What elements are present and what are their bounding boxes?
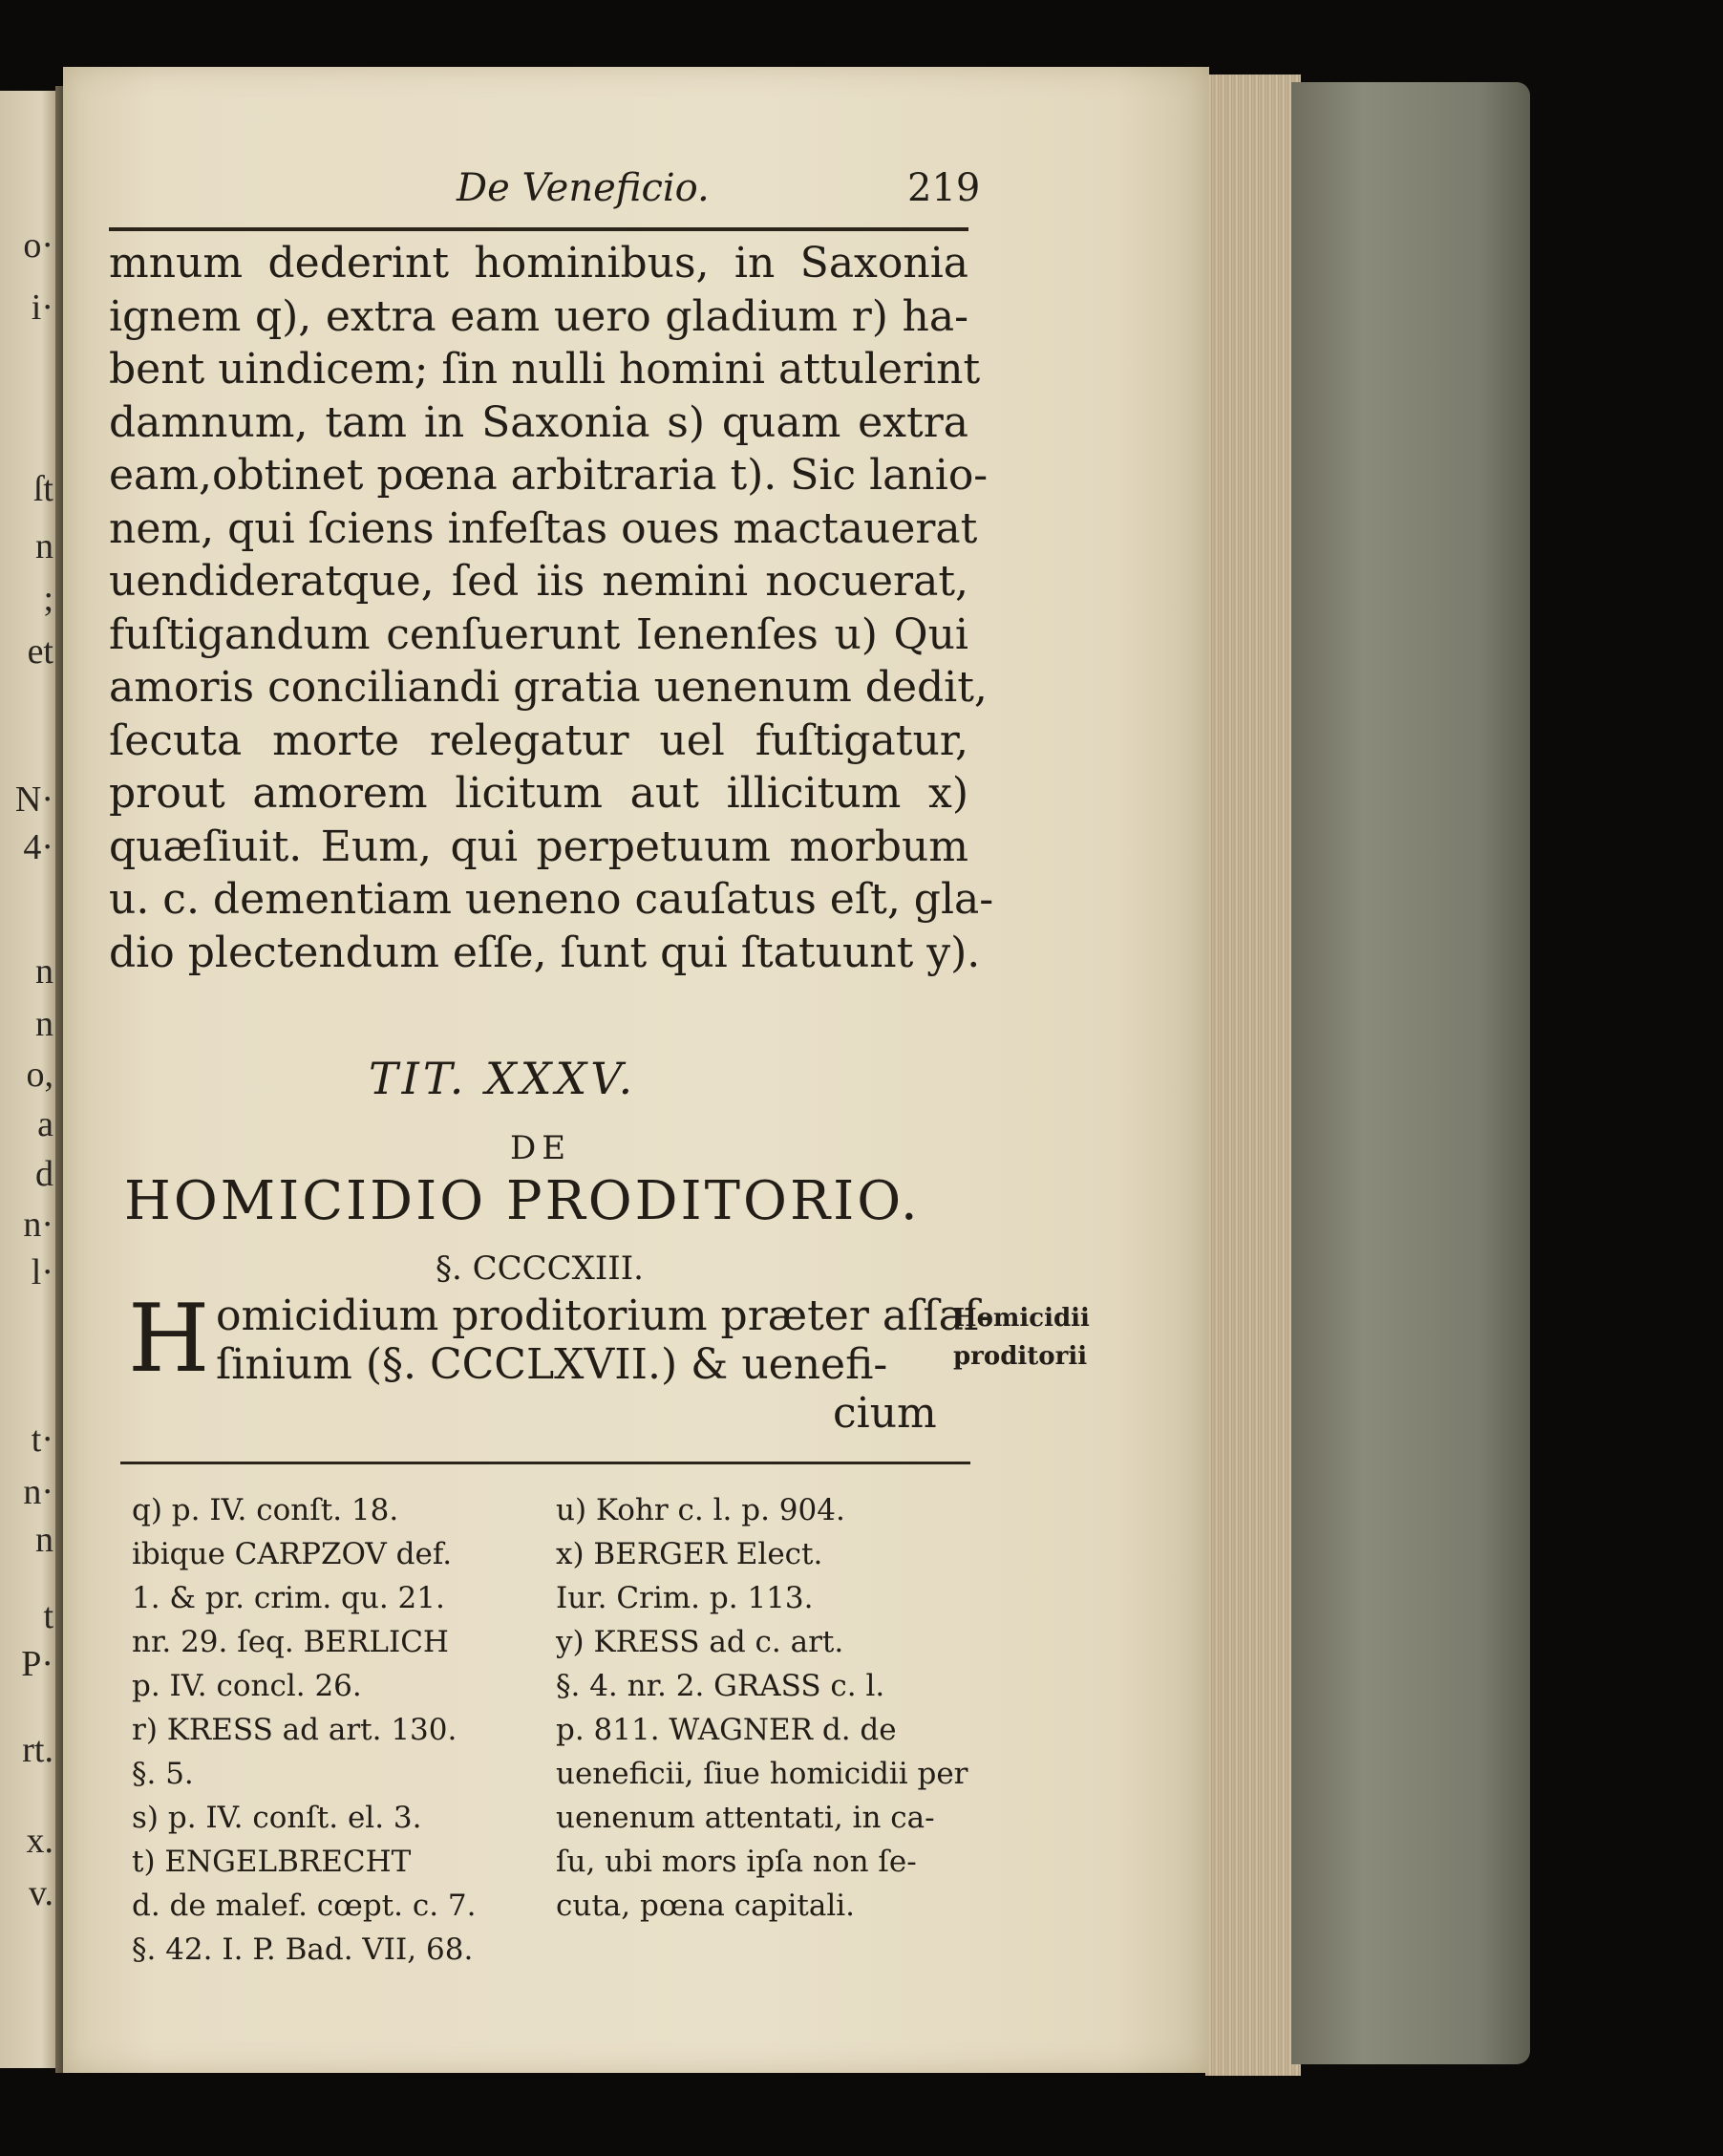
body-text [109,237,994,979]
footnote-line: §. 42. I. P. Bad. VII, 68. [132,1932,474,1967]
margin-fragment: P· [21,1644,53,1684]
margin-fragment: n [35,1520,53,1560]
margin-fragment: rt. [22,1730,53,1770]
footnote-line: u) Kohr c. l. p. 904. [556,1493,845,1527]
text-line: mnum dederint hominibus, in Saxonia [109,239,968,288]
margin-fragment: n [35,1004,53,1044]
footnote-line: §. 4. nr. 2. GRASS c. l. [556,1669,885,1703]
previous-page-edge [0,91,59,2068]
text-line: amoris conciliandi gratia uenenum dedit, [109,663,988,712]
text-line: u. c. dementiam ueneno cauſatus eſt, gla- [109,875,994,924]
margin-fragment: o· [23,225,53,266]
margin-fragment: ſt [32,469,53,509]
text-line: ſecuta morte relegatur uel fuſtigatur, [109,715,968,765]
header-rule [109,227,968,231]
footnotes-left-column [132,1488,571,1972]
drop-cap: H [128,1285,210,1394]
text-line: uendideratque, ſed iis nemini nocuerat, [109,557,968,606]
title-de: DE [510,1129,572,1167]
footnote-line: p. IV. concl. 26. [132,1669,362,1703]
margin-fragment: v. [28,1873,53,1913]
footnote-line: 1. & pr. crim. qu. 21. [132,1581,445,1615]
footnote-line: r) KRESS ad art. 130. [132,1713,457,1747]
marginal-note-line: Homicidii [953,1304,1090,1333]
margin-fragment: a [37,1104,53,1144]
paragraph-line: ſinium (§. CCCLXVII.) & uenefi- [216,1340,888,1389]
footnote-rule [120,1462,970,1464]
section-title: HOMICIDIO PRODITORIO. [124,1170,921,1232]
footnote-line: q) p. IV. conſt. 18. [132,1493,399,1527]
marginal-note [953,1299,1090,1376]
margin-fragment: et [27,631,53,672]
text-line: prout amorem licitum aut illicitum x) [109,769,968,818]
text-line: nem, qui ſciens infeſtas oues mactauerat [109,503,978,553]
margin-fragment: l· [31,1252,53,1292]
text-line: damnum, tam in Saxonia s) quam extra [109,397,968,447]
text-line: ignem q), extra eam uero gladium r) ha- [109,291,968,341]
footnotes-right-column [556,1488,976,1928]
paragraph-number: §. CCCCXIII. [436,1249,644,1288]
footnote-line: x) BERGER Elect. [556,1537,823,1571]
title-number: TIT. XXXV. [369,1053,637,1104]
footnote-line: uenenum attentati, in ca- [556,1801,935,1835]
footnote-line: ueneficii, ſiue homicidii per [556,1757,968,1791]
margin-fragment: i· [31,288,53,328]
running-head: De Veneficio. [457,166,710,210]
footnote-line: s) p. IV. conſt. el. 3. [132,1801,422,1835]
margin-fragment: ; [43,579,53,619]
footnote-line: Iur. Crim. p. 113. [556,1581,814,1615]
footnote-line: p. 811. WAGNER d. de [556,1713,897,1747]
page-number: 219 [907,166,981,210]
margin-fragment: n [35,526,53,566]
marginal-note-line: proditorii [953,1342,1088,1371]
margin-fragment: x. [26,1821,53,1861]
text-line: eam,obtinet pœna arbitraria t). Sic lanio- [109,451,989,500]
footnote-line: §. 5. [132,1757,194,1791]
footnote-line: ibique CARPZOV def. [132,1537,453,1571]
text-line: bent uindicem; ſin nulli homini attulerint [109,345,981,394]
margin-fragment: t [43,1596,53,1636]
book-cover [1291,82,1530,2064]
margin-fragment: 4· [23,827,53,867]
page-block-edge [1205,75,1301,2076]
footnote-line: d. de malef. cœpt. c. 7. [132,1889,477,1923]
margin-fragment: n [35,951,53,992]
paragraph-line: omicidium proditorium præter aſſaſ- [216,1291,994,1340]
margin-fragment: d [35,1154,53,1194]
footnote-line: t) ENGELBRECHT [132,1845,412,1879]
text-line: quæſiuit. Eum, qui perpetuum morbum [109,822,968,871]
footnote-line: cuta, pœna capitali. [556,1889,855,1923]
margin-fragment: o, [26,1055,53,1095]
margin-fragment: n· [23,1472,53,1512]
margin-fragment: n· [23,1205,53,1245]
text-line: dio plectendum eſſe, ſunt qui ſtatuunt y). [109,928,981,977]
book-page [63,67,1209,2073]
footnote-line: ſu, ubi mors ipſa non ſe- [556,1845,917,1879]
margin-fragment: t· [31,1420,53,1460]
margin-fragment: N· [14,779,53,820]
paragraph-line: cium [833,1389,937,1438]
footnote-line: y) KRESS ad c. art. [556,1625,844,1659]
footnote-line: nr. 29. ſeq. BERLICH [132,1625,449,1659]
text-line: fuſtigandum cenſuerunt Ienenſes u) Qui [109,609,968,659]
